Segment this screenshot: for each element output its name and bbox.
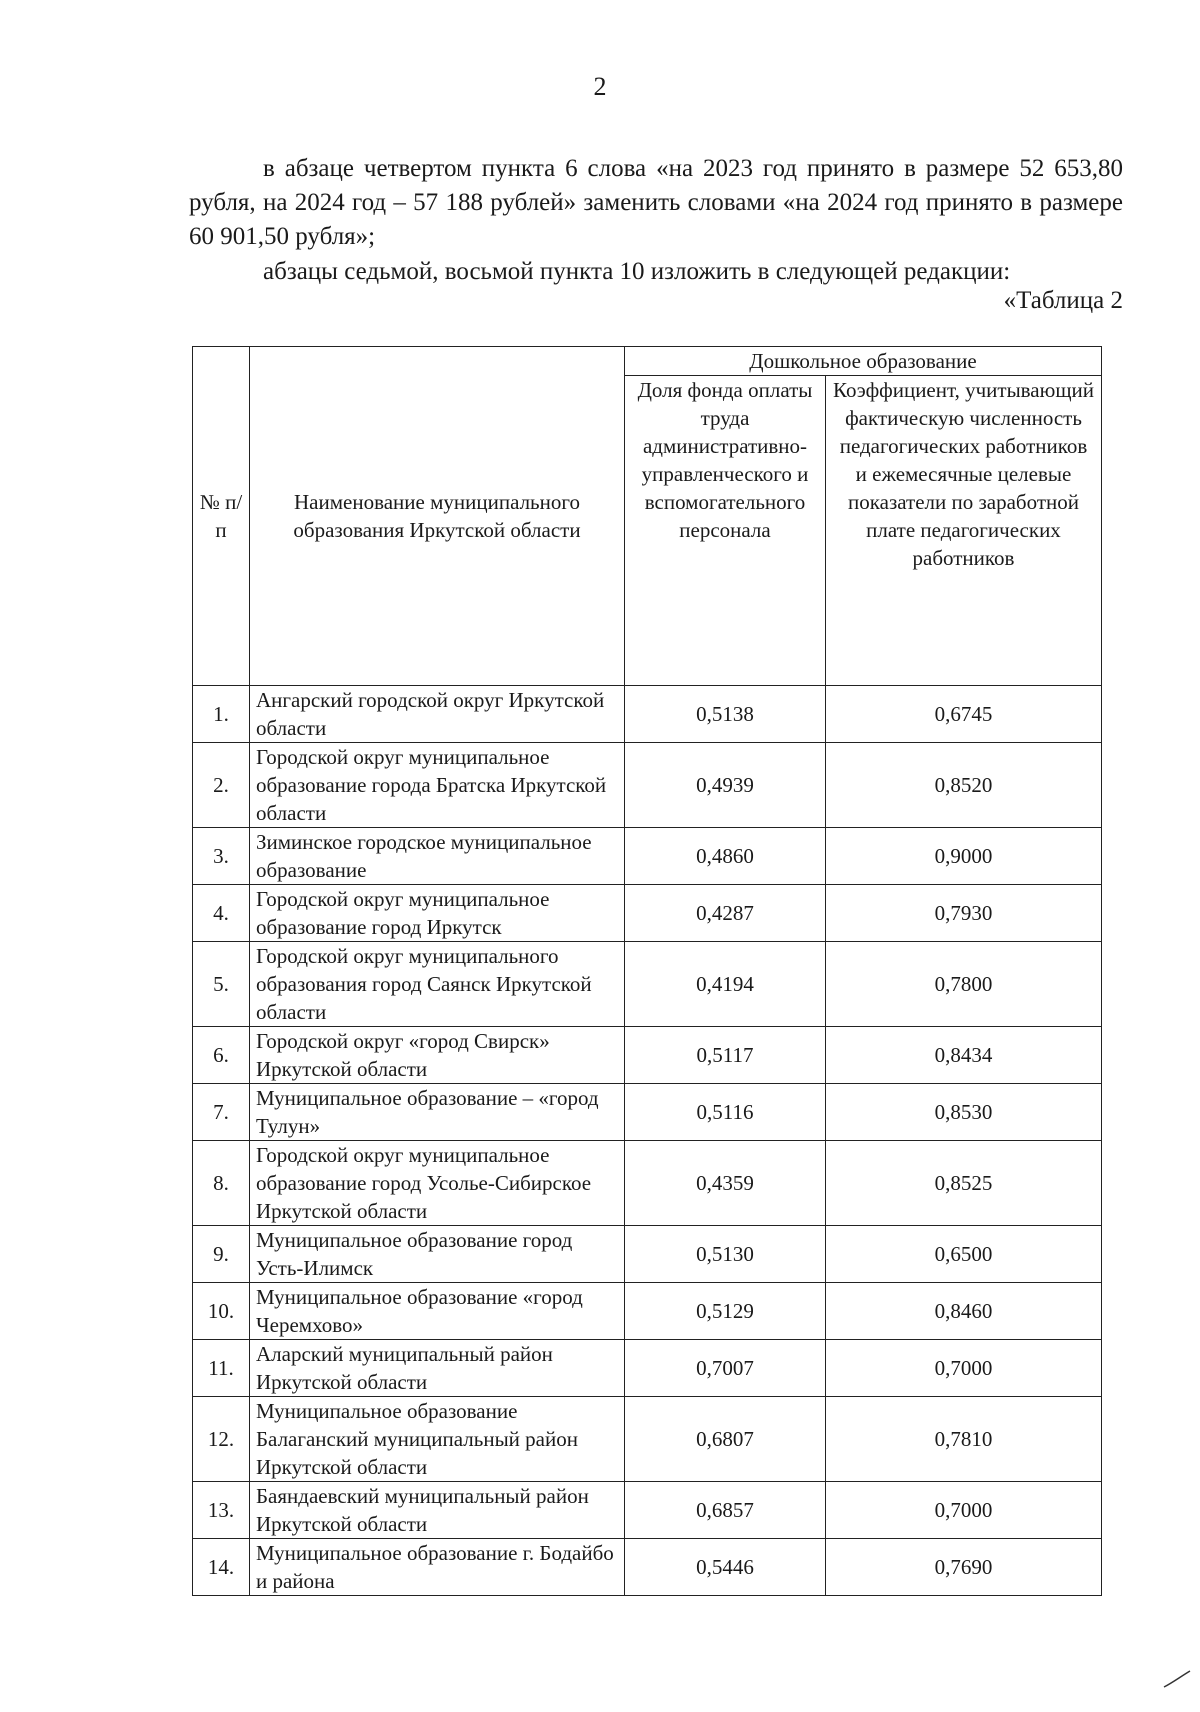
coefficient-value: 0,7690 <box>826 1539 1102 1596</box>
row-number: 1. <box>193 686 250 743</box>
table-row <box>193 1482 1102 1539</box>
municipality-name: Аларский муниципальный район Иркутской области <box>250 1340 625 1397</box>
table-row <box>193 743 1102 828</box>
municipality-name: Муниципальное образование г. Бодайбо и района <box>250 1539 625 1596</box>
coefficient-value: 0,6500 <box>826 1226 1102 1283</box>
coefficient-value: 0,8525 <box>826 1141 1102 1226</box>
municipality-name: Городской округ «город Свирск» Иркутской области <box>250 1027 625 1084</box>
payroll-share-value: 0,4939 <box>625 743 826 828</box>
payroll-share-value: 0,7007 <box>625 1340 826 1397</box>
table-row <box>193 1340 1102 1397</box>
payroll-share-value: 0,6857 <box>625 1482 826 1539</box>
table-row <box>193 686 1102 743</box>
header-payroll-share: Доля фонда оплаты труда административно-управленческого и вспомогательного персонала <box>625 376 826 686</box>
payroll-share-value: 0,5138 <box>625 686 826 743</box>
payroll-share-value: 0,5116 <box>625 1084 826 1141</box>
table-caption: «Таблица 2 <box>1003 287 1123 314</box>
payroll-share-value: 0,6807 <box>625 1397 826 1482</box>
table-body <box>193 686 1102 1596</box>
municipality-name: Баяндаевский муниципальный район Иркутской области <box>250 1482 625 1539</box>
coefficients-table <box>192 346 1102 1596</box>
table-row <box>193 1226 1102 1283</box>
coefficient-value: 0,7000 <box>826 1340 1102 1397</box>
coefficient-value: 0,8460 <box>826 1283 1102 1340</box>
table-row <box>193 885 1102 942</box>
table-row <box>193 1397 1102 1482</box>
row-number: 4. <box>193 885 250 942</box>
row-number: 9. <box>193 1226 250 1283</box>
row-number: 10. <box>193 1283 250 1340</box>
row-number: 14. <box>193 1539 250 1596</box>
header-municipality-name: Наименование муниципального образования Иркутской области <box>250 347 625 686</box>
row-number: 6. <box>193 1027 250 1084</box>
table-row <box>193 828 1102 885</box>
coefficient-value: 0,7930 <box>826 885 1102 942</box>
row-number: 11. <box>193 1340 250 1397</box>
table-row <box>193 942 1102 1027</box>
municipality-name: Муниципальное образование «город Черемхово» <box>250 1283 625 1340</box>
table-row <box>193 1027 1102 1084</box>
municipality-name: Городской округ муниципальное образование города Братска Иркутской области <box>250 743 625 828</box>
coefficient-value: 0,6745 <box>826 686 1102 743</box>
paragraph-instruction: абзацы седьмой, восьмой пункта 10 изложить в следующей редакции: <box>263 258 1011 285</box>
municipality-name: Городской округ муниципальное образование город Иркутск <box>250 885 625 942</box>
coefficient-value: 0,9000 <box>826 828 1102 885</box>
row-number: 8. <box>193 1141 250 1226</box>
municipality-name: Городской округ муниципальное образование город Усолье-Сибирское Иркутской области <box>250 1141 625 1226</box>
payroll-share-value: 0,4860 <box>625 828 826 885</box>
municipality-name: Зиминское городское муниципальное образование <box>250 828 625 885</box>
table-row <box>193 1084 1102 1141</box>
page-number: 2 <box>593 72 607 101</box>
payroll-share-value: 0,5446 <box>625 1539 826 1596</box>
table-row <box>193 1141 1102 1226</box>
table-row <box>193 1539 1102 1596</box>
coefficient-value: 0,8520 <box>826 743 1102 828</box>
row-number: 7. <box>193 1084 250 1141</box>
payroll-share-value: 0,5130 <box>625 1226 826 1283</box>
row-number: 3. <box>193 828 250 885</box>
municipality-name: Ангарский городской округ Иркутской области <box>250 686 625 743</box>
table-row <box>193 1283 1102 1340</box>
payroll-share-value: 0,4287 <box>625 885 826 942</box>
pen-stroke-mark <box>1162 1667 1192 1691</box>
payroll-share-value: 0,5129 <box>625 1283 826 1340</box>
coefficient-value: 0,7800 <box>826 942 1102 1027</box>
coefficient-value: 0,8530 <box>826 1084 1102 1141</box>
municipality-name: Муниципальное образование город Усть-Илимск <box>250 1226 625 1283</box>
header-number: № п/п <box>193 347 250 686</box>
municipality-name: Муниципальное образование Балаганский муниципальный район Иркутской области <box>250 1397 625 1482</box>
municipality-name: Городской округ муниципального образования город Саянск Иркутской области <box>250 942 625 1027</box>
payroll-share-value: 0,5117 <box>625 1027 826 1084</box>
header-coefficient: Коэффициент, учитывающий фактическую численность педагогических работников и ежемесячные целевые показатели по заработной плате педагогических работников <box>826 376 1102 686</box>
municipality-name: Муниципальное образование – «город Тулун» <box>250 1084 625 1141</box>
coefficient-value: 0,7810 <box>826 1397 1102 1482</box>
payroll-share-value: 0,4359 <box>625 1141 826 1226</box>
coefficient-value: 0,7000 <box>826 1482 1102 1539</box>
row-number: 12. <box>193 1397 250 1482</box>
payroll-share-value: 0,4194 <box>625 942 826 1027</box>
row-number: 13. <box>193 1482 250 1539</box>
row-number: 5. <box>193 942 250 1027</box>
header-preschool-education: Дошкольное образование <box>625 347 1102 376</box>
coefficient-value: 0,8434 <box>826 1027 1102 1084</box>
paragraph-amendment: в абзаце четвертом пункта 6 слова «на 2023 год принято в размере 52 653,80 рубля, на 2024 год – 57 188 рублей» заменить словами «на 2024 год принято в размере 60 901,50 рубля»; <box>189 155 1123 250</box>
row-number: 2. <box>193 743 250 828</box>
